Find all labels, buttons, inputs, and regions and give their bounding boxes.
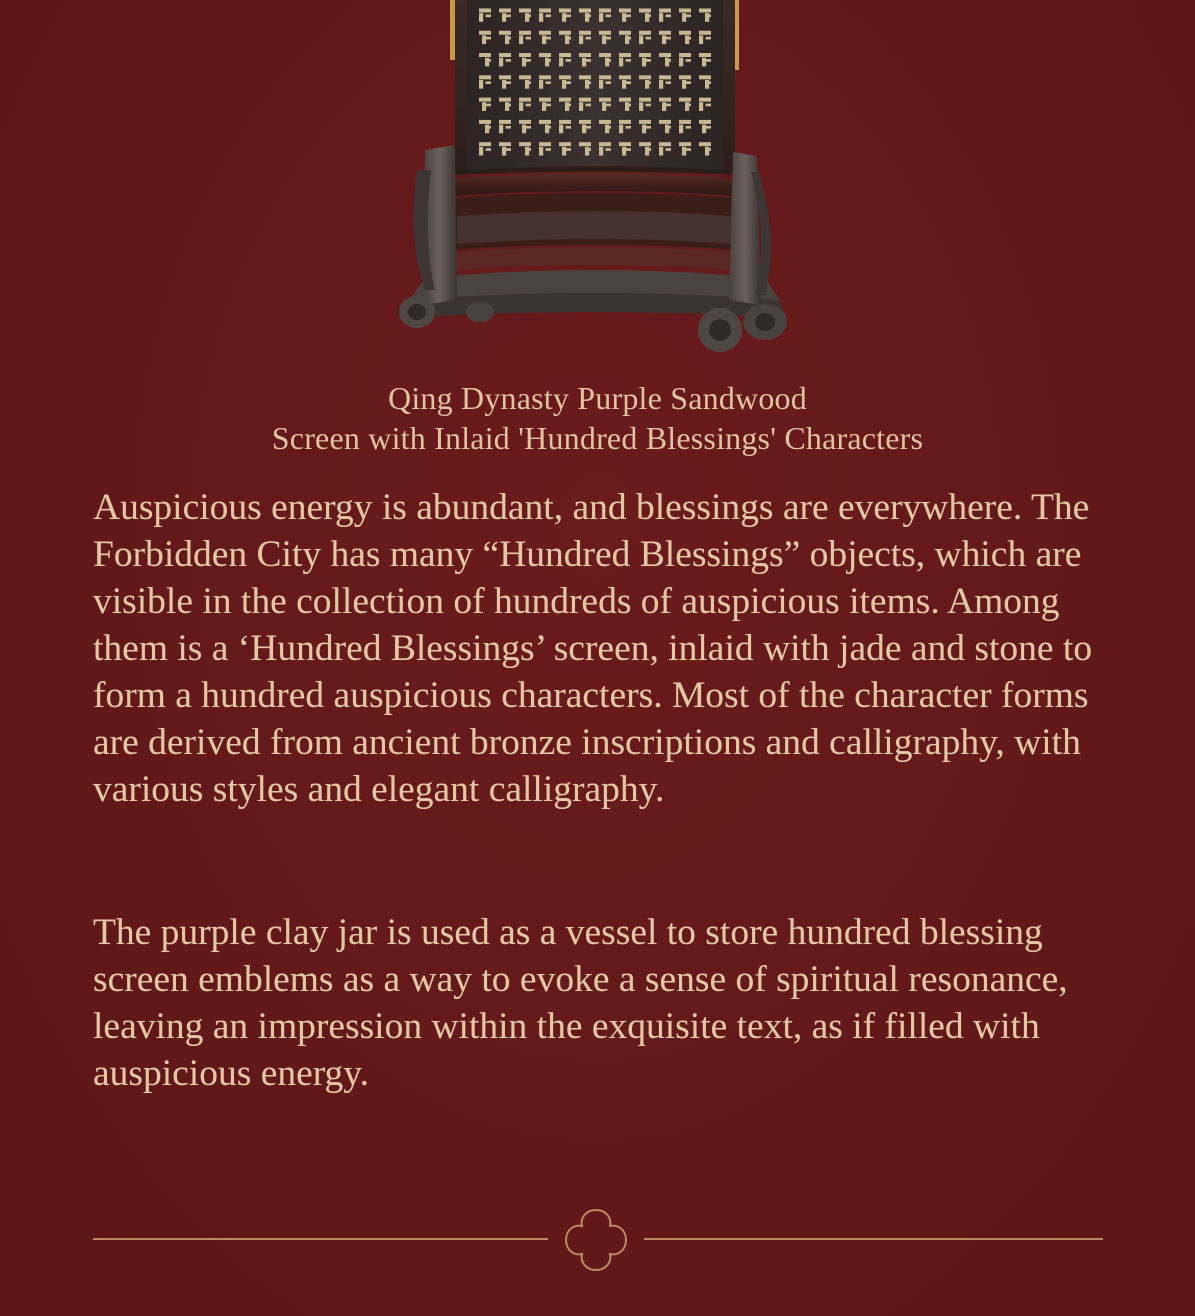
divider-line-right — [644, 1238, 1103, 1240]
quatrefoil-icon — [562, 1206, 630, 1274]
body-paragraph-1: Auspicious energy is abundant, and blessings are everywhere. The Forbidden City has many “Hundred Blessings” objects, which are visible in the collection of hundreds of auspicious items. Among them is a ‘Hundred Blessings’ screen, inlaid with jade and stone to form a hundred auspicious characters. Most of the character forms are derived from ancient bronze inscriptions and calligraphy, with various styles and elegant calligraphy. — [93, 487, 1093, 810]
section-divider — [93, 1204, 1103, 1274]
caption-line-2: Screen with Inlaid 'Hundred Blessings' Characters — [271, 420, 924, 456]
artwork-caption — [0, 378, 1195, 458]
caption-line-1: Qing Dynasty Purple Sandwood — [388, 380, 807, 416]
body-paragraph-2: The purple clay jar is used as a vessel to store hundred blessing screen emblems as a way to evoke a sense of spiritual resonance, leaving an impression within the exquisite text, as if filled with auspicious energy. — [93, 912, 1068, 1094]
divider-line-left — [93, 1238, 548, 1240]
hundred-blessings-screen-image — [395, 0, 795, 362]
